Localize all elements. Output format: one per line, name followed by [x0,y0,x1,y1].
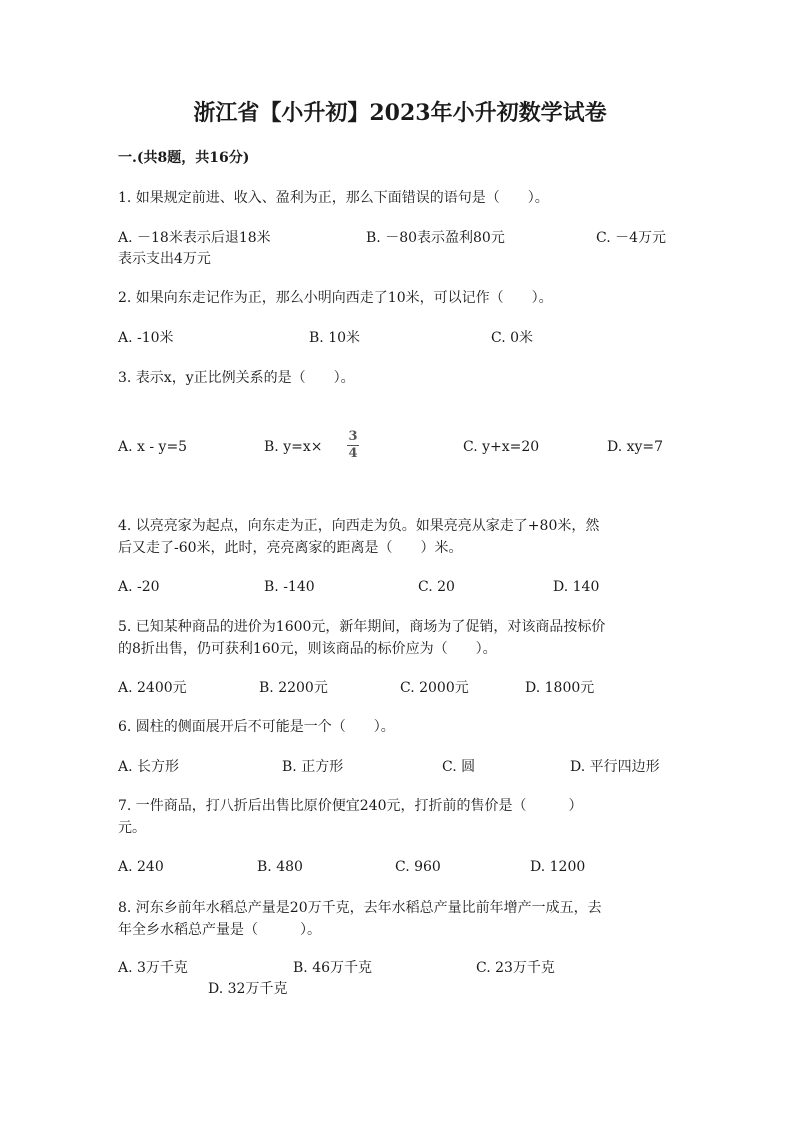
option-b: B. 正方形 [282,759,344,775]
option-a: A. －18米表示后退18米 [118,230,271,246]
question-text: 1. 如果规定前进、收入、盈利为正，那么下面错误的语句是（ ）。 [118,190,549,206]
page-title: 浙江省【小升初】2023年小升初数学试卷 [193,100,607,126]
option-c: C. 960 [395,859,441,875]
fraction-denominator: 4 [348,446,358,461]
option-a: A. 240 [118,859,164,875]
option-b: B. -140 [264,579,315,595]
option-c: C. －4万元 [596,230,667,246]
question-text: 6. 圆柱的侧面展开后不可能是一个（ ）。 [118,719,395,735]
option-b: B. 10米 [309,330,361,346]
option-a: A. 长方形 [118,759,180,775]
option-b: B. y=x× [264,439,323,455]
option-d: D. 平行四边形 [570,759,660,775]
fraction-three-quarters [346,430,360,461]
option-b: B. 480 [257,859,303,875]
option-c: C. 20 [418,579,455,595]
option-c: C. 23万千克 [476,960,555,976]
option-c: C. 2000元 [400,680,469,696]
question-text: 3. 表示x，y正比例关系的是（ ）。 [118,370,355,386]
option-a: A. -10米 [118,330,174,346]
option-c: C. y+x=20 [463,439,540,455]
option-c: C. 0米 [491,330,534,346]
option-a: A. 2400元 [118,680,187,696]
option-d: D. xy=7 [607,439,664,455]
question-text-line-1: 8. 河东乡前年水稻总产量是20万千克，去年水稻总产量比前年增产一成五，去 [118,900,602,916]
question-text-line-1: 4. 以亮亮家为起点，向东走为正，向西走为负。如果亮亮从家走了+80米，然 [118,518,600,534]
option-b: B. 46万千克 [293,960,373,976]
option-c: C. 圆 [442,759,476,775]
question-text-line-1: 7. 一件商品，打八折后出售比原价便宜240元，打折前的售价是（ ） [118,798,583,814]
option-d: D. 140 [553,579,600,595]
question-text-line-2: 的8折出售，仍可获利160元，则该商品的标价应为（ ）。 [118,641,497,657]
option-a: A. x - y=5 [118,439,188,455]
option-b: B. 2200元 [259,680,328,696]
option-b: B. －80表示盈利80元 [366,230,505,246]
question-text-line-2: 后又走了-60米，此时，亮亮离家的距离是（ ）米。 [118,540,463,556]
question-text-line-2: 元。 [118,820,146,836]
option-d: D. 32万千克 [208,981,288,997]
option-c-continued: 表示支出4万元 [118,251,211,267]
option-d: D. 1200 [530,859,586,875]
option-a: A. 3万千克 [118,960,188,976]
fraction-numerator: 3 [348,429,358,444]
question-text-line-2: 年全乡水稻总产量是（ ）。 [118,922,321,938]
question-text-line-1: 5. 已知某种商品的进价为1600元，新年期间，商场为了促销，对该商品按标价 [118,619,606,635]
question-text: 2. 如果向东走记作为正，那么小明向西走了10米，可以记作（ ）。 [118,290,553,306]
section-header: 一.(共8题，共16分) [118,150,250,166]
option-d: D. 1800元 [525,680,595,696]
option-a: A. -20 [118,579,160,595]
